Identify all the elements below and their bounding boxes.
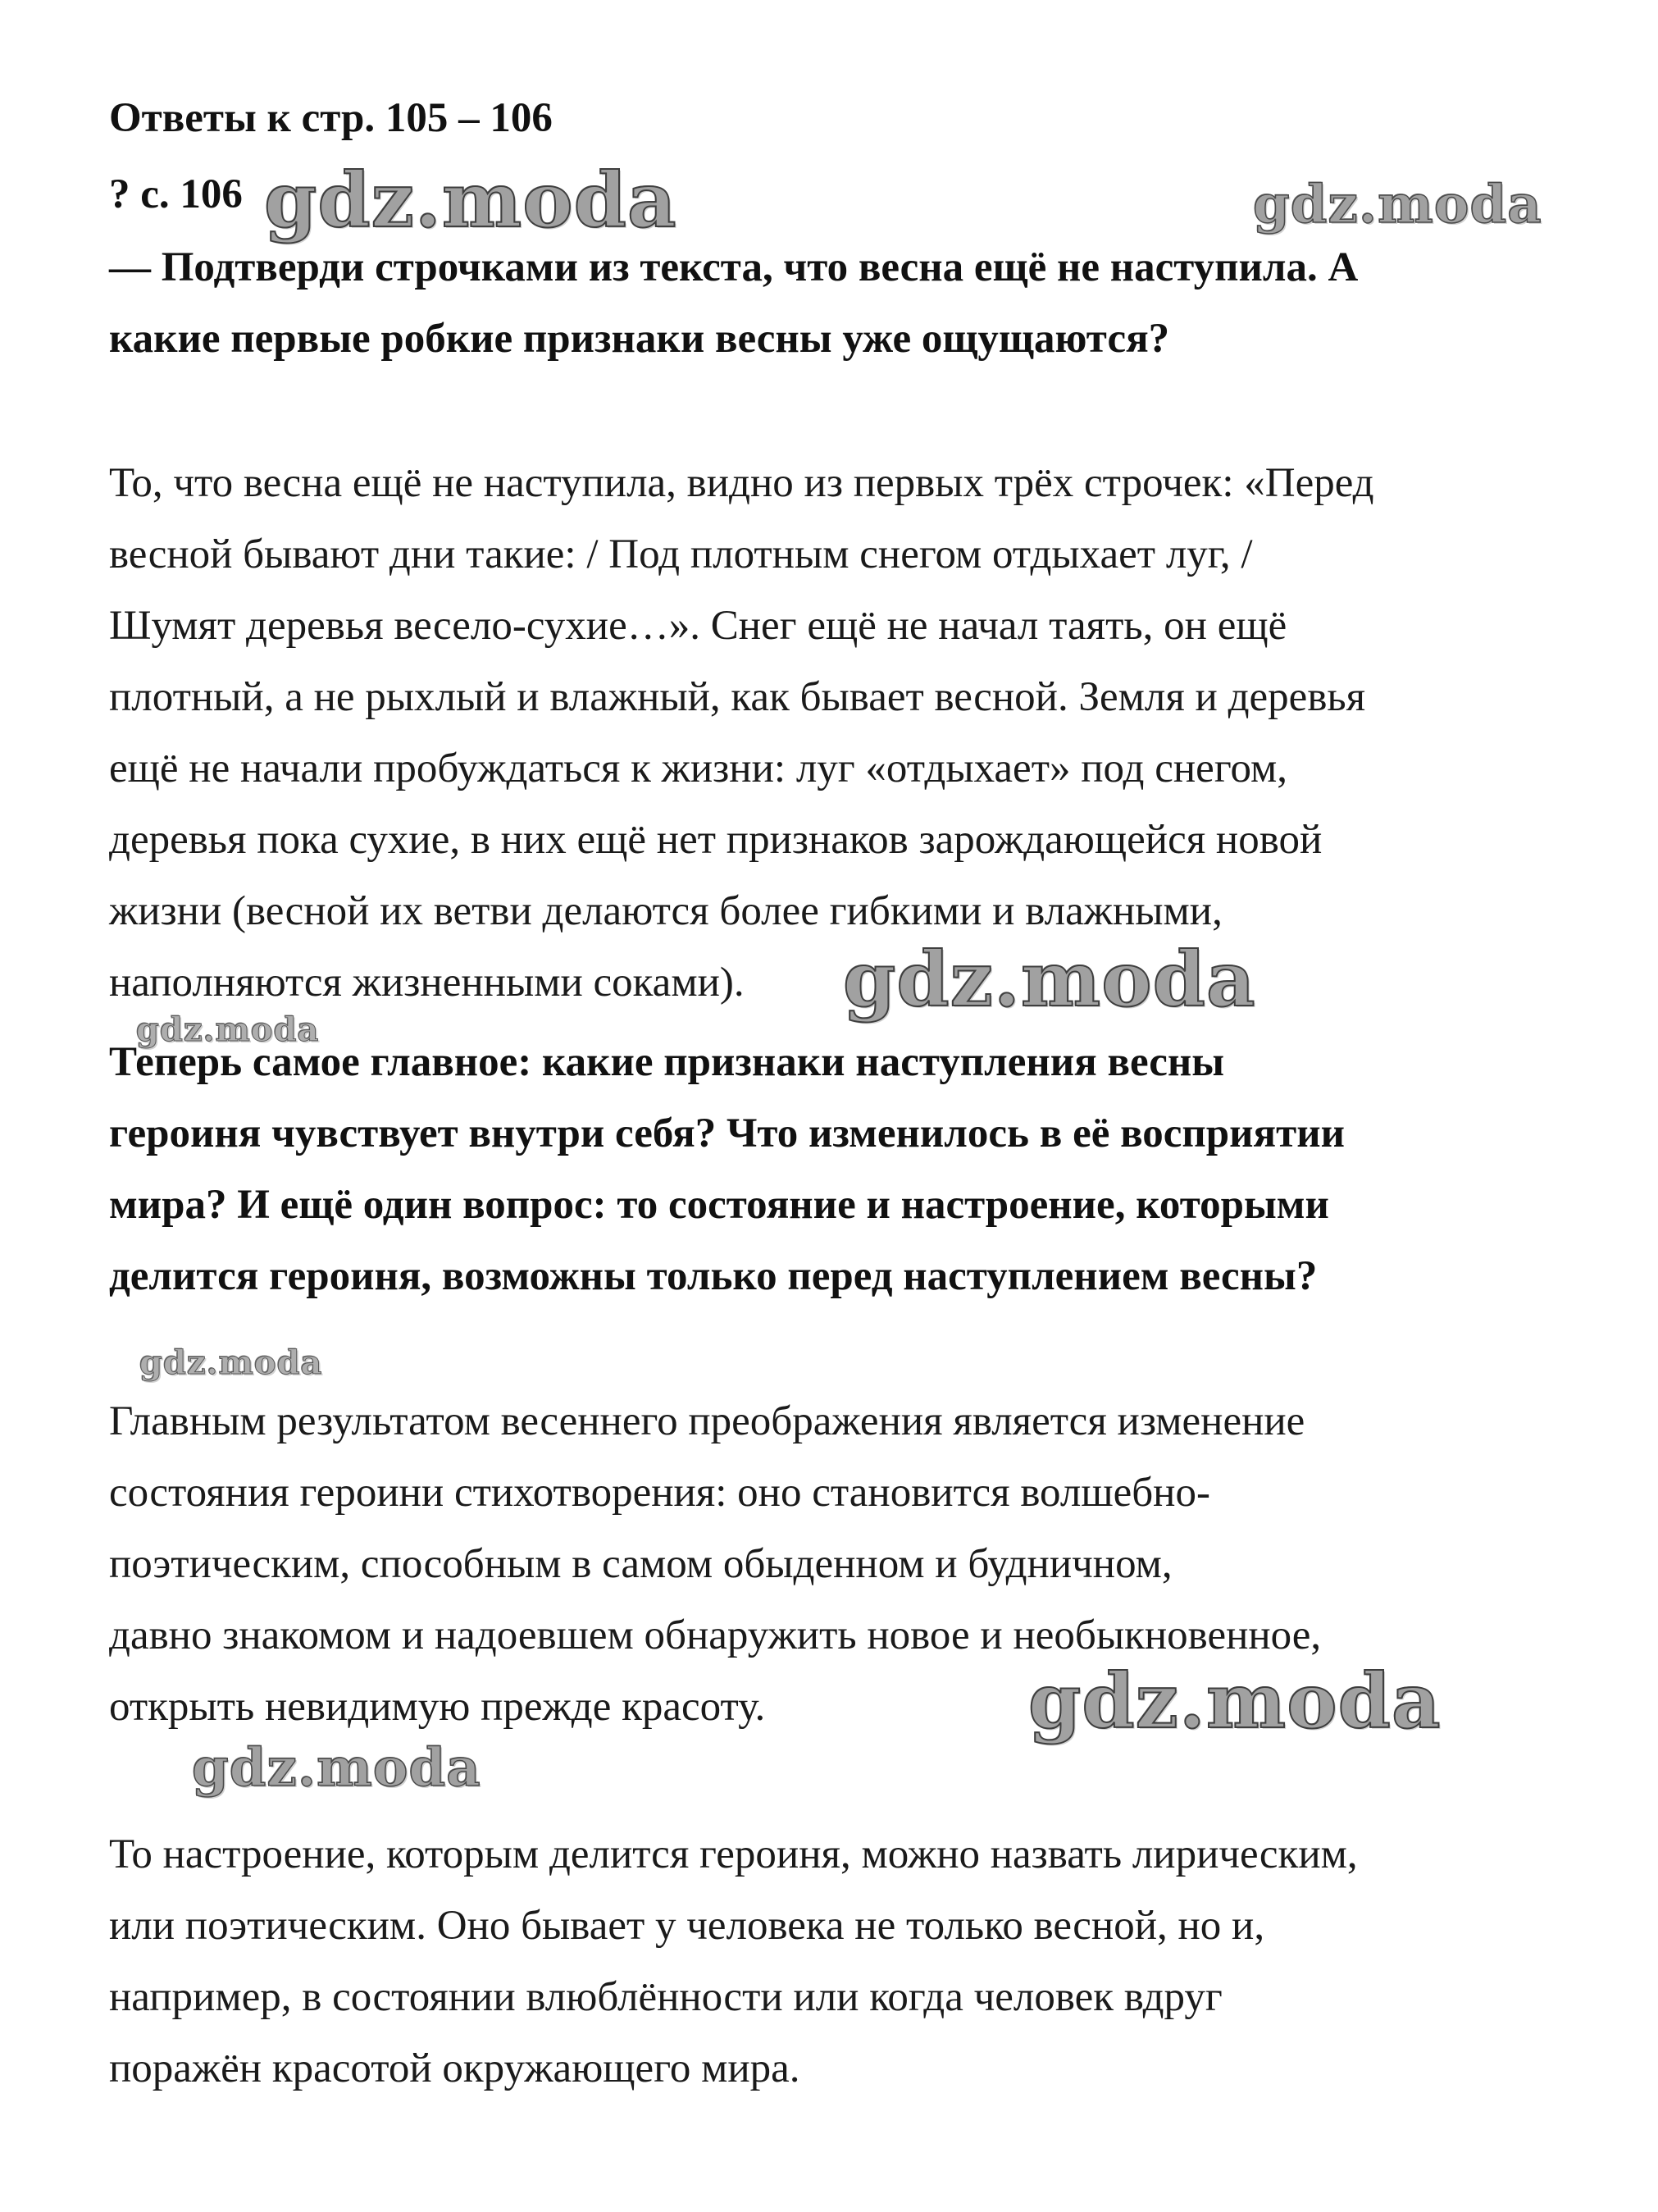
- answer-3-line: поражён красотой окружающего мира.: [109, 2046, 800, 2091]
- answer-2-line: давно знакомом и надоевшем обнаружить новое и необыкновенное,: [109, 1612, 1322, 1658]
- answer-3-line: То настроение, которым делится героиня, можно назвать лирическим,: [109, 1831, 1358, 1877]
- question-2-line: героиня чувствует внутри себя? Что изменилось в её восприятии: [109, 1111, 1345, 1156]
- watermark: gdz.moda: [1253, 174, 1542, 235]
- answer-2-line: открыть невидимую прежде красоту.: [109, 1684, 766, 1730]
- answer-2-line: поэтическим, способным в самом обыденном и будничном,: [109, 1541, 1173, 1587]
- page-title: Ответы к стр. 105 – 106: [109, 95, 553, 141]
- answer-1-line: плотный, а не рыхлый и влажный, как бывает весной. Земля и деревья: [109, 674, 1366, 720]
- watermark: gdz.moda: [1028, 1657, 1442, 1745]
- answer-1-line: ещё не начали пробуждаться к жизни: луг «отдыхает» под снегом,: [109, 746, 1288, 791]
- question-2-line: делится героиня, возможны только перед наступлением весны?: [109, 1253, 1318, 1299]
- watermark: gdz.moda: [139, 1343, 323, 1382]
- question-1: [109, 232, 1585, 375]
- question-2-line: мира? И ещё один вопрос: то состояние и настроение, которыми: [109, 1182, 1329, 1228]
- answer-1-line: То, что весна ещё не наступила, видно из первых трёх строчек: «Перед: [109, 460, 1374, 506]
- watermark: gdz.moda: [264, 156, 677, 244]
- answer-1-line: жизни (весной их ветви делаются более гибкими и влажными,: [109, 888, 1223, 934]
- answer-1: [109, 448, 1610, 1019]
- answer-2-line: Главным результатом весеннего преображения является изменение: [109, 1398, 1305, 1444]
- answer-1-line: Шумят деревья весело-сухие…». Снег ещё не начал таять, он ещё: [109, 603, 1287, 649]
- question-1-line: — Подтверди строчками из текста, что весна ещё не наступила. А: [109, 244, 1359, 290]
- watermark: gdz.moda: [192, 1737, 481, 1799]
- page-reference: ? с. 106: [109, 171, 243, 217]
- answer-1-line: весной бывают дни такие: / Под плотным снегом отдыхает луг, /: [109, 531, 1253, 577]
- answer-1-line: наполняются жизненными соками).: [109, 960, 745, 1006]
- answer-1-line: деревья пока сухие, в них ещё нет признаков зарождающейся новой: [109, 817, 1323, 863]
- answer-3-line: например, в состоянии влюблённости или когда человек вдруг: [109, 1974, 1223, 2020]
- watermark: gdz.moda: [136, 1010, 320, 1049]
- question-1-line: какие первые робкие признаки весны уже ощущаются?: [109, 316, 1170, 362]
- answer-2-line: состояния героини стихотворения: оно становится волшебно-: [109, 1470, 1210, 1516]
- question-2: [109, 1027, 1585, 1312]
- watermark: gdz.moda: [843, 935, 1256, 1024]
- answer-3-line: или поэтическим. Оно бывает у человека не только весной, но и,: [109, 1903, 1265, 1949]
- answer-3: [109, 1819, 1610, 2105]
- question-2-line: Теперь самое главное: какие признаки наступления весны: [109, 1039, 1225, 1085]
